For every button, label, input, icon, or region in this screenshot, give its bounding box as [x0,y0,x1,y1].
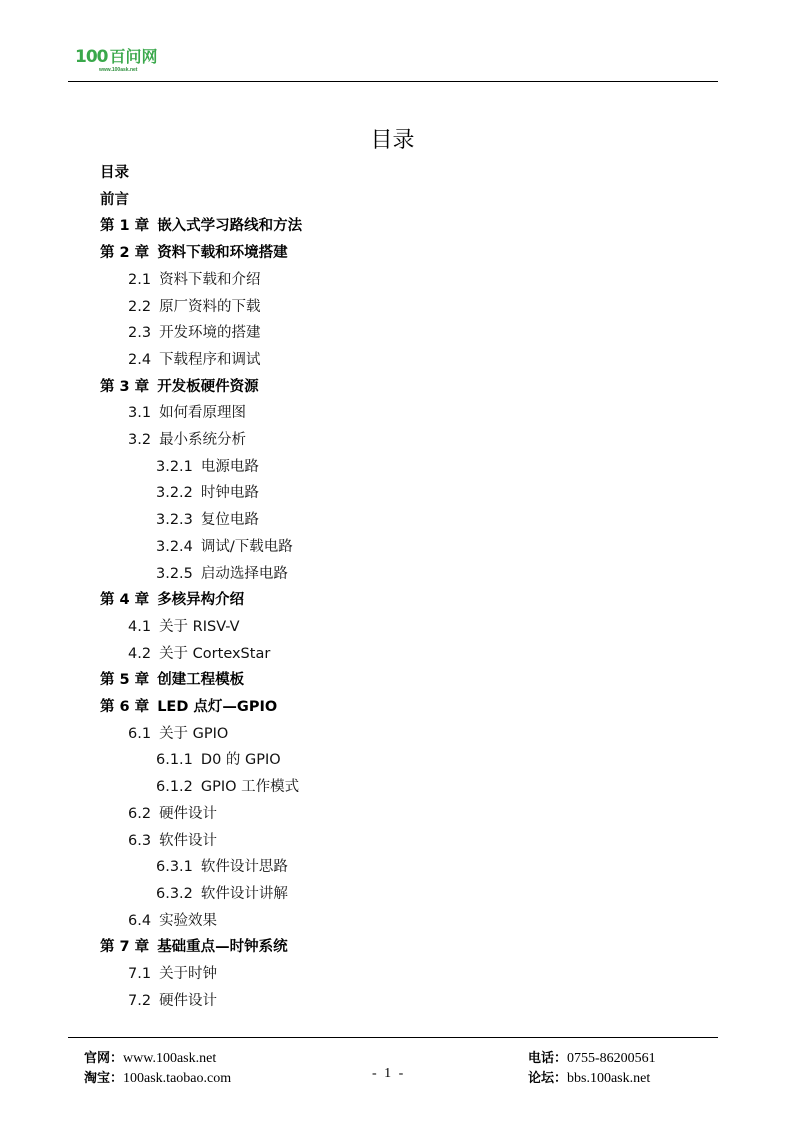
toc-entry-number: 3.2.5 [156,565,193,582]
toc-entry-number: 第 5 章 [100,672,150,689]
page-number: - 1 - [372,1066,406,1081]
toc-entry[interactable] [128,297,261,317]
toc-entry-title: 开发板硬件资源 [157,378,259,395]
phone-label: 电话： [528,1051,568,1066]
toc-entry[interactable] [128,430,246,450]
toc-entry-number: 3.2.1 [156,458,193,475]
toc-entry-title: 复位电路 [200,512,259,529]
toc-entry-number: 第 4 章 [100,592,150,609]
phone-number: 0755-86200561 [567,1051,656,1066]
page-title: 目录 [370,128,415,153]
shop-label: 淘宝： [84,1071,124,1086]
toc-entry[interactable] [100,670,244,690]
logo-number: 100 [75,47,108,67]
toc-entry[interactable] [100,243,288,263]
footer-divider [68,1037,718,1038]
toc-entry-title: 硬件设计 [159,992,218,1009]
toc-entry[interactable] [100,190,129,210]
toc-entry-title: GPIO 工作模式 [200,779,300,796]
toc-entry[interactable] [156,510,259,530]
header-divider [68,81,718,82]
shop-link[interactable]: 100ask.taobao.com [123,1071,232,1086]
toc-entry[interactable] [128,403,246,423]
toc-entry-number: 2.1 [128,271,152,288]
toc-entry[interactable] [100,216,302,236]
toc-entry-number: 3.2 [128,432,152,448]
toc-entry-title: 如何看原理图 [159,405,247,422]
toc-entry[interactable] [156,857,288,877]
footer-phone [528,1050,656,1068]
toc-entry[interactable] [156,777,299,797]
toc-entry-number: 第 1 章 [100,218,150,235]
toc-entry-title: 下载程序和调试 [159,351,261,368]
toc-entry[interactable] [156,564,288,584]
toc-entry[interactable] [100,377,259,397]
toc-entry[interactable] [128,831,217,851]
toc-entry-number: 2.4 [128,351,152,368]
toc-entry[interactable] [100,163,129,183]
toc-entry-number: 3.2.3 [156,512,193,529]
toc-entry-title: 原厂资料的下载 [159,298,261,315]
toc-entry-title: 关于 CortexStar [159,645,271,662]
toc-entry-number: 6.1 [128,725,152,742]
footer-shop [84,1070,231,1088]
toc-entry[interactable] [128,644,270,664]
toc-entry[interactable] [128,911,217,931]
toc-entry-number: 第 3 章 [100,378,150,395]
toc-entry-title: 资料下载和环境搭建 [157,245,288,262]
toc-entry[interactable] [100,937,288,957]
toc-entry-number: 4.1 [128,618,152,635]
footer-website [84,1050,216,1068]
toc-entry-title: 创建工程模板 [157,672,245,689]
toc-entry-title: 嵌入式学习路线和方法 [157,218,303,235]
toc-entry-number: 2.2 [128,298,152,315]
toc-entry-number: 3.2.4 [156,538,193,555]
toc-entry[interactable] [128,270,261,290]
toc-entry-number: 7.1 [128,966,152,982]
toc-entry-title: 开发环境的搭建 [159,325,261,342]
toc-entry-number: 6.2 [128,805,152,822]
toc-entry[interactable] [156,457,259,477]
toc-entry-title: LED 点灯—GPIO [157,699,278,715]
toc-entry-title: 时钟电路 [200,485,259,502]
footer-forum [528,1070,650,1088]
toc-entry[interactable] [128,350,261,370]
forum-label: 论坛： [528,1071,568,1086]
logo-text: 百问网 [109,47,158,66]
toc-entry[interactable] [128,804,217,824]
toc-entry-title: 软件设计思路 [200,859,288,876]
toc-entry[interactable] [128,724,228,744]
toc-entry-number: 2.3 [128,325,152,342]
toc-entry-title: 目录 [100,165,129,181]
website-label: 官网： [84,1051,124,1066]
forum-link[interactable]: bbs.100ask.net [567,1071,651,1086]
toc-entry-title: 关于时钟 [159,966,218,982]
toc-entry[interactable] [128,964,217,984]
toc-entry[interactable] [156,884,288,904]
toc-entry-number: 6.4 [128,912,152,929]
toc-entry[interactable] [128,991,217,1011]
toc-entry-number: 6.3.1 [156,859,193,876]
toc-entry-title: 基础重点—时钟系统 [157,939,288,956]
toc-entry-title: 硬件设计 [159,805,218,822]
toc-entry-title: 软件设计 [159,832,218,849]
toc-entry[interactable] [156,483,259,503]
page-header [0,0,785,82]
toc-entry-title: 资料下载和介绍 [159,271,261,288]
toc-entry-number: 3.2.2 [156,485,193,502]
website-link[interactable]: www.100ask.net [123,1051,217,1066]
toc-entry-number: 6.3 [128,832,152,849]
logo-url: www.100ask.net [99,67,138,73]
toc-entry-number: 6.1.2 [156,779,193,796]
toc-entry-title: 电源电路 [200,458,259,475]
toc-entry-title: 关于 GPIO [159,725,229,742]
toc-entry-title: 前言 [100,191,129,208]
toc-entry[interactable] [128,323,261,343]
toc-entry-number: 6.1.1 [156,752,193,769]
toc-entry-number: 7.2 [128,992,152,1009]
toc-entry[interactable] [100,590,244,610]
toc-entry-title: 最小系统分析 [159,432,247,448]
toc-entry-number: 第 7 章 [100,939,150,956]
toc-entry-title: 实验效果 [159,912,218,929]
toc-entry-title: 关于 RISV-V [159,618,240,635]
logo-mark [75,44,158,67]
toc-entry[interactable] [128,617,240,637]
toc-entry-title: 启动选择电路 [200,565,288,582]
toc-entry-number: 第 6 章 [100,699,150,715]
toc-entry[interactable] [156,750,281,770]
toc-entry[interactable] [156,537,293,557]
toc-entry-number: 3.1 [128,405,152,422]
toc-entry[interactable] [100,697,277,717]
toc-entry-title: 软件设计讲解 [200,885,288,902]
toc-entry-title: D0 的 GPIO [200,752,281,769]
toc-entry-number: 4.2 [128,645,152,662]
toc-entry-title: 调试/下载电路 [200,538,293,555]
toc-entry-number: 第 2 章 [100,245,150,262]
toc-entry-number: 6.3.2 [156,885,193,902]
toc-entry-title: 多核异构介绍 [157,592,245,609]
